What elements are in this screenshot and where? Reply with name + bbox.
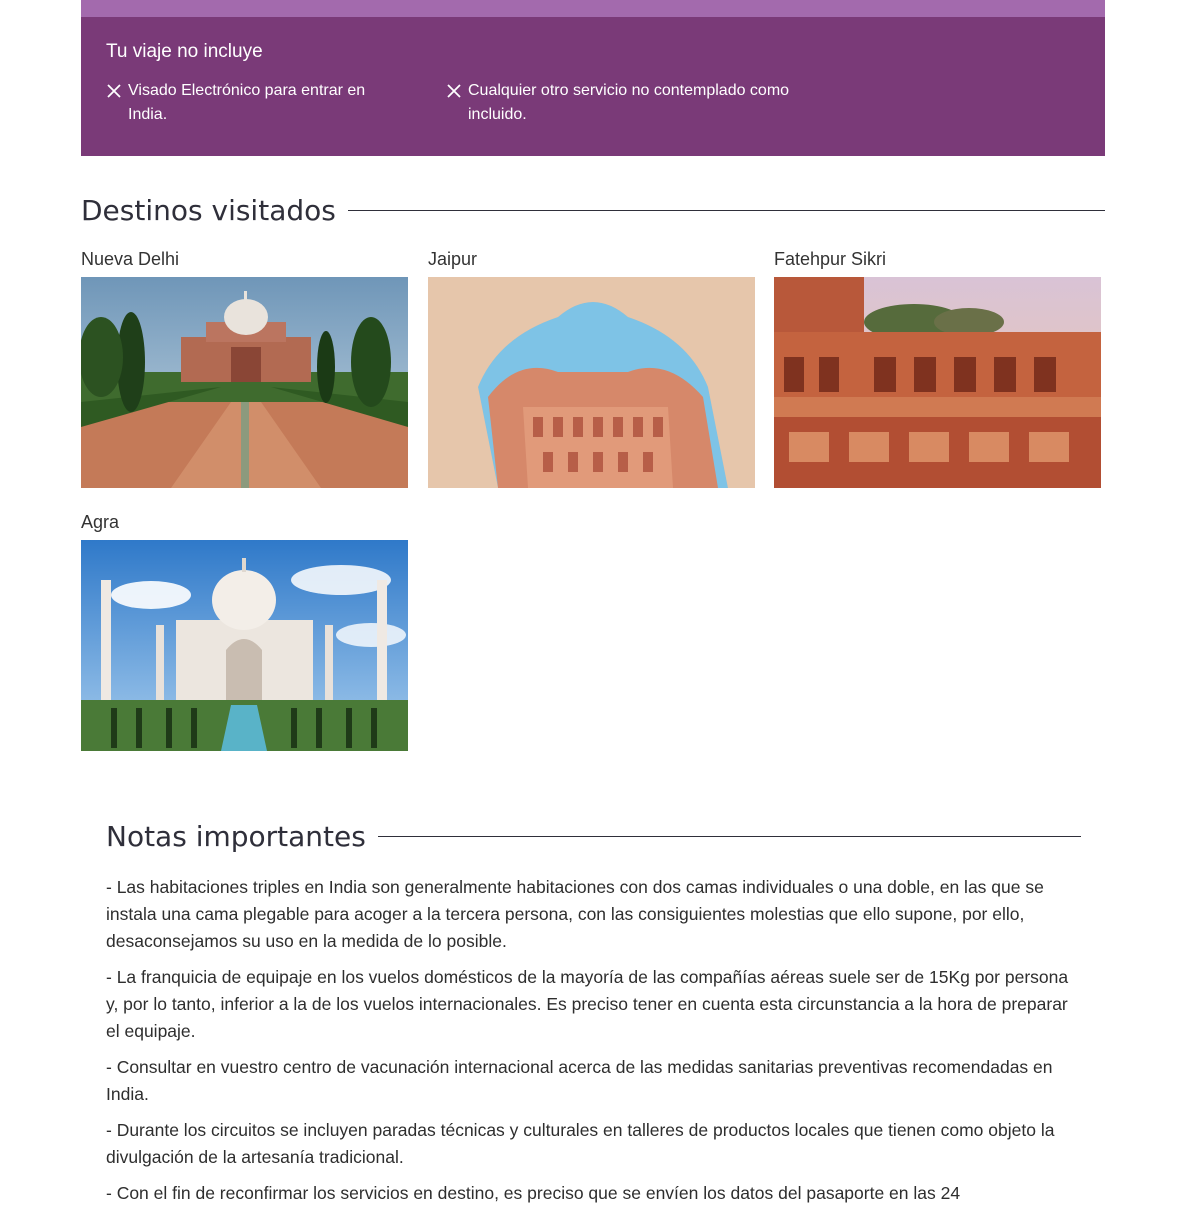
note-paragraph: - Durante los circuitos se incluyen paradas técnicas y culturales en talleres de productos locales que tienen como objeto la divulgación de la artesanía tradicional.	[106, 1120, 1055, 1167]
note-paragraph: - Consultar en vuestro centro de vacunación internacional acerca de las medidas sanitarias preventivas recomendadas en India.	[106, 1057, 1053, 1104]
exclusion-item-text: Visado Electrónico para entrar en India.	[128, 82, 366, 123]
exclusions-title: Tu viaje no incluye	[106, 41, 263, 62]
destinations-heading	[81, 194, 1105, 227]
destination-name: Fatehpur Sikri	[774, 249, 887, 269]
destination-photo-nueva-delhi	[81, 277, 408, 488]
exclusion-item	[446, 79, 821, 127]
destination-photo-jaipur	[428, 277, 755, 488]
note-paragraph: - Las habitaciones triples en India son generalmente habitaciones con dos camas individuales o una doble, en las que se instala una cama plegable para acoger a la tercera persona, con las consiguientes molestias que ello supone, por ello, desaconsejamos su uso en la medida de lo posible.	[106, 877, 1044, 951]
destination-name: Agra	[81, 512, 120, 532]
x-icon	[106, 83, 122, 99]
notes-title: Notas importantes	[106, 820, 366, 853]
exclusions-top-strip	[81, 0, 1105, 17]
note-paragraph: - Con el fin de reconfirmar los servicios en destino, es preciso que se envíen los datos del pasaporte en las 24	[106, 1183, 961, 1203]
exclusion-item-text: Cualquier otro servicio no contemplado como incluido.	[468, 82, 790, 123]
heading-divider	[348, 210, 1105, 211]
heading-divider	[378, 836, 1081, 837]
destination-card-agra[interactable]	[81, 510, 408, 751]
destinations-title: Destinos visitados	[81, 194, 336, 227]
destination-name: Jaipur	[428, 249, 478, 269]
note-paragraph: - La franquicia de equipaje en los vuelos domésticos de la mayoría de las compañías aéreas suele ser de 15Kg por persona y, por lo tanto, inferior a la de los vuelos internacionales. Es preciso tener en cuenta esta circunstancia a la hora de preparar el equipaje.	[106, 967, 1069, 1041]
exclusions-panel	[81, 17, 1105, 156]
destination-photo-fatehpur-sikri	[774, 277, 1101, 488]
destination-card-nueva-delhi[interactable]	[81, 247, 408, 488]
destination-name: Nueva Delhi	[81, 249, 180, 269]
destination-card-fatehpur-sikri[interactable]	[774, 247, 1101, 488]
x-icon	[446, 83, 462, 99]
destination-photo-agra	[81, 540, 408, 751]
notes-body	[106, 874, 1081, 1216]
notes-heading	[106, 820, 1081, 853]
destination-card-jaipur[interactable]	[428, 247, 755, 488]
exclusion-item	[106, 79, 381, 127]
